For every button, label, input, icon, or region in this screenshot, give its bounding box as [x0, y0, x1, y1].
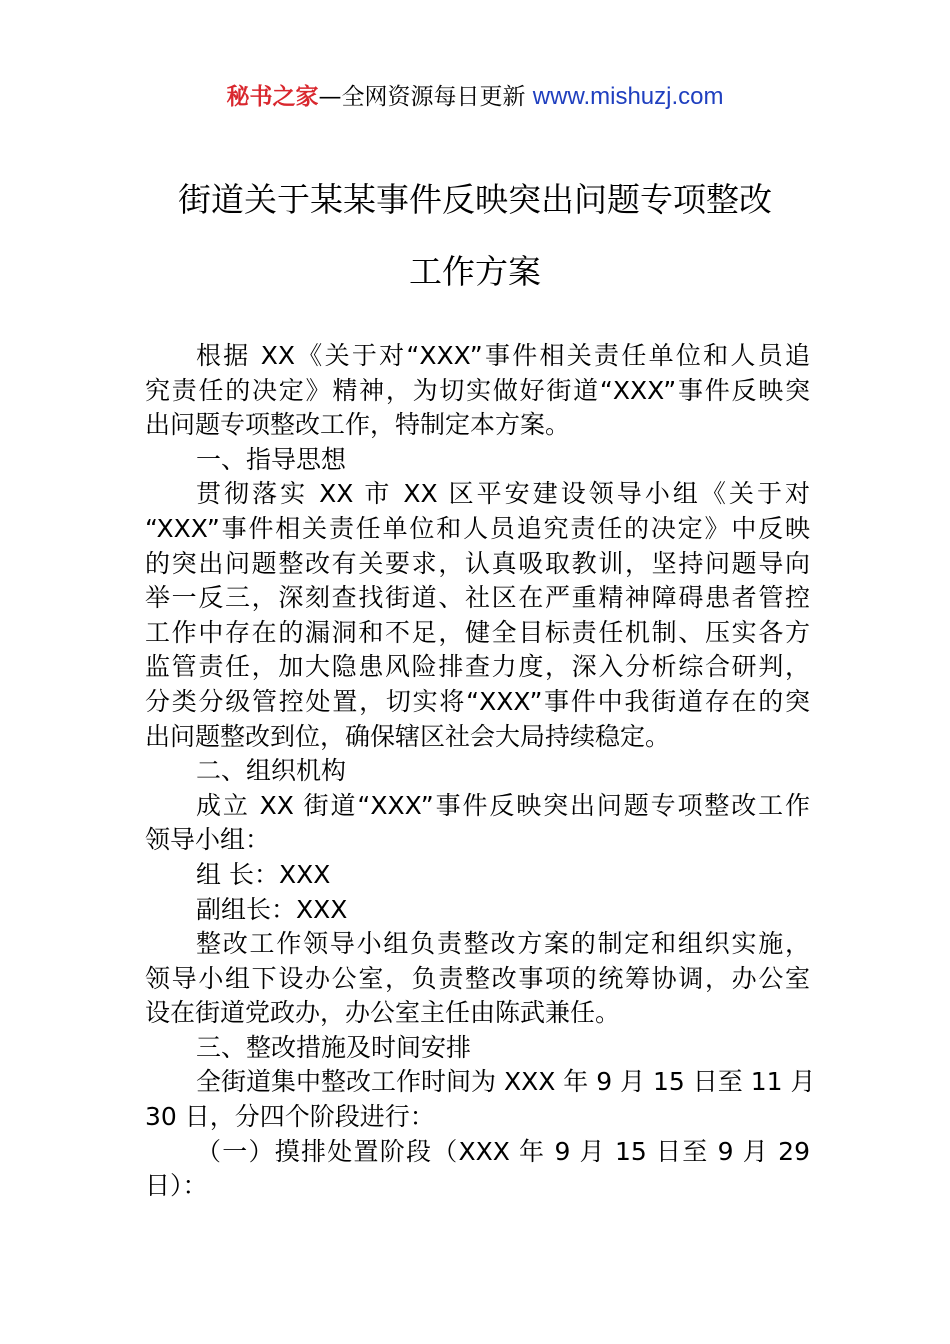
site-header: [0, 80, 950, 114]
body-line-22: 全街道集中整改工作时间为 XXX 年 9 月 15 日至 11 月: [196, 1067, 816, 1097]
document-title-line-2: 工作方案: [409, 252, 541, 291]
body-line-14: 成立 XX 街道“XXX”事件反映突出问题专项整改工作: [196, 790, 810, 820]
body-line-23: 30 日，分四个阶段进行：: [145, 1102, 435, 1132]
body-line-7: 的突出问题整改有关要求，认真吸取教训，坚持问题导向: [145, 548, 810, 578]
header-tagline: —全网资源每日更新: [318, 84, 526, 110]
body-line-10: 监管责任，加大隐患风险排查力度，深入分析综合研判，: [145, 652, 810, 682]
body-line-8: 举一反三，深刻查找街道、社区在严重精神障碍患者管控: [145, 583, 810, 613]
body-line-9: 工作中存在的漏洞和不足，健全目标责任机制、压实各方: [145, 617, 810, 647]
body-line-25: 日）：: [145, 1171, 208, 1201]
section-heading-1: 一、指导思想: [196, 444, 347, 474]
deputy-leader-line: 副组长：XXX: [196, 894, 348, 924]
body-line-12: 出问题整改到位，确保辖区社会大局持续稳定。: [145, 721, 671, 751]
body-line-1: 根据 XX《关于对“XXX”事件相关责任单位和人员追: [196, 341, 810, 370]
subsection-heading-1: （一）摸排处置阶段（XXX 年 9 月 15 日至 9 月 29: [196, 1136, 810, 1166]
body-line-11: 分类分级管控处置，切实将“XXX”事件中我街道存在的突: [145, 686, 810, 716]
group-leader-line: 组 长：XXX: [196, 859, 331, 889]
section-heading-3: 三、整改措施及时间安排: [196, 1032, 472, 1062]
body-line-5: 贯彻落实 XX 市 XX 区平安建设领导小组《关于对: [196, 479, 810, 509]
document-title-line-1: 街道关于某某事件反映突出问题专项整改: [178, 180, 772, 219]
body-line-15: 领导小组：: [145, 825, 271, 855]
body-line-20: 设在街道党政办，办公室主任由陈武兼任。: [145, 998, 621, 1028]
brand-name: 秘书之家: [226, 84, 319, 110]
body-line-6: “XXX”事件相关责任单位和人员追究责任的决定》中反映: [145, 513, 810, 543]
body-line-2: 究责任的决定》精神，为切实做好街道“XXX”事件反映突: [145, 375, 810, 405]
body-line-19: 领导小组下设办公室，负责整改事项的统筹协调，办公室: [145, 963, 810, 993]
section-heading-2: 二、组织机构: [196, 756, 347, 786]
body-line-3: 出问题专项整改工作，特制定本方案。: [145, 410, 571, 440]
document-body: [145, 339, 816, 1204]
body-line-18: 整改工作领导小组负责整改方案的制定和组织实施，: [196, 929, 810, 959]
site-url-link[interactable]: www.mishuzj.com: [532, 83, 724, 110]
